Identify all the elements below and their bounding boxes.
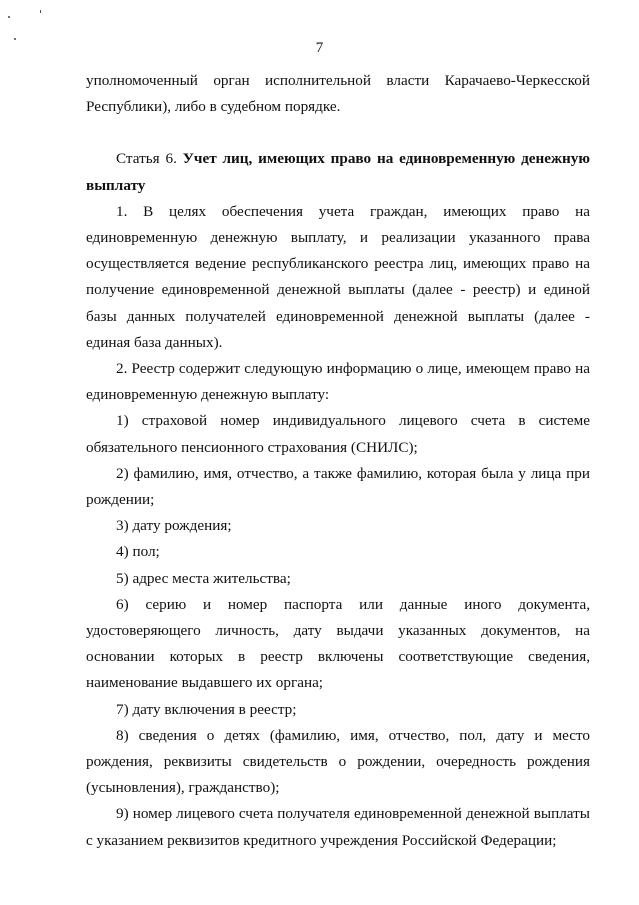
list-item: 9) номер лицевого счета получателя единовременной денежной выплаты с указанием реквизитов кредитного учреждения Российской Федерации; bbox=[86, 805, 590, 849]
list-item: 8) сведения о детях (фамилию, имя, отчество, пол, дату и место рождения, реквизиты свидетельств о рождении, очередность рождения (усыновления), гражданство); bbox=[86, 726, 590, 797]
scan-speck bbox=[40, 10, 41, 13]
list-item: 4) пол; bbox=[116, 543, 160, 561]
list-item: 5) адрес места жительства; bbox=[116, 569, 291, 587]
continuation-paragraph: уполномоченный орган исполнительной власти Карачаево-Черкесской Республики), либо в судебном порядке. bbox=[86, 72, 590, 116]
list-item: 2) фамилию, имя, отчество, а также фамилию, которая была у лица при рождении; bbox=[86, 464, 590, 509]
list-item: 1) страховой номер индивидуального лицевого счета в системе обязательного пенсионного страхования (СНИЛС); bbox=[86, 412, 590, 456]
page-number: 7 bbox=[315, 40, 324, 56]
scan-speck bbox=[8, 16, 10, 18]
article-heading bbox=[86, 146, 590, 198]
list-item: 3) дату рождения; bbox=[116, 517, 232, 535]
article-title: Учет лиц, имеющих право на единовременную денежную выплату bbox=[86, 150, 590, 194]
paragraph: 1. В целях обеспечения учета граждан, имеющих право на единовременную денежную выплату, и реализации указанного права осуществляется ведение республиканского реестра лиц, имеющих право на получение единовременной денежной выплаты (далее - реестр) и единой базы данных получателей единовременной денежной выплаты (далее - единая база данных). bbox=[86, 202, 590, 351]
paragraph: 2. Реестр содержит следующую информацию о лице, имеющем право на единовременную денежную выплату: bbox=[86, 360, 590, 404]
list-item: 6) серию и номер паспорта или данные иного документа, удостоверяющего личность, дату выдачи указанных документов, на основании которых в реестр включены соответствующие сведения, наименование выдавшего их органа; bbox=[86, 595, 590, 692]
article-label: Статья 6. bbox=[116, 150, 177, 168]
list-item: 7) дату включения в реестр; bbox=[116, 700, 297, 718]
document-body bbox=[86, 68, 590, 854]
